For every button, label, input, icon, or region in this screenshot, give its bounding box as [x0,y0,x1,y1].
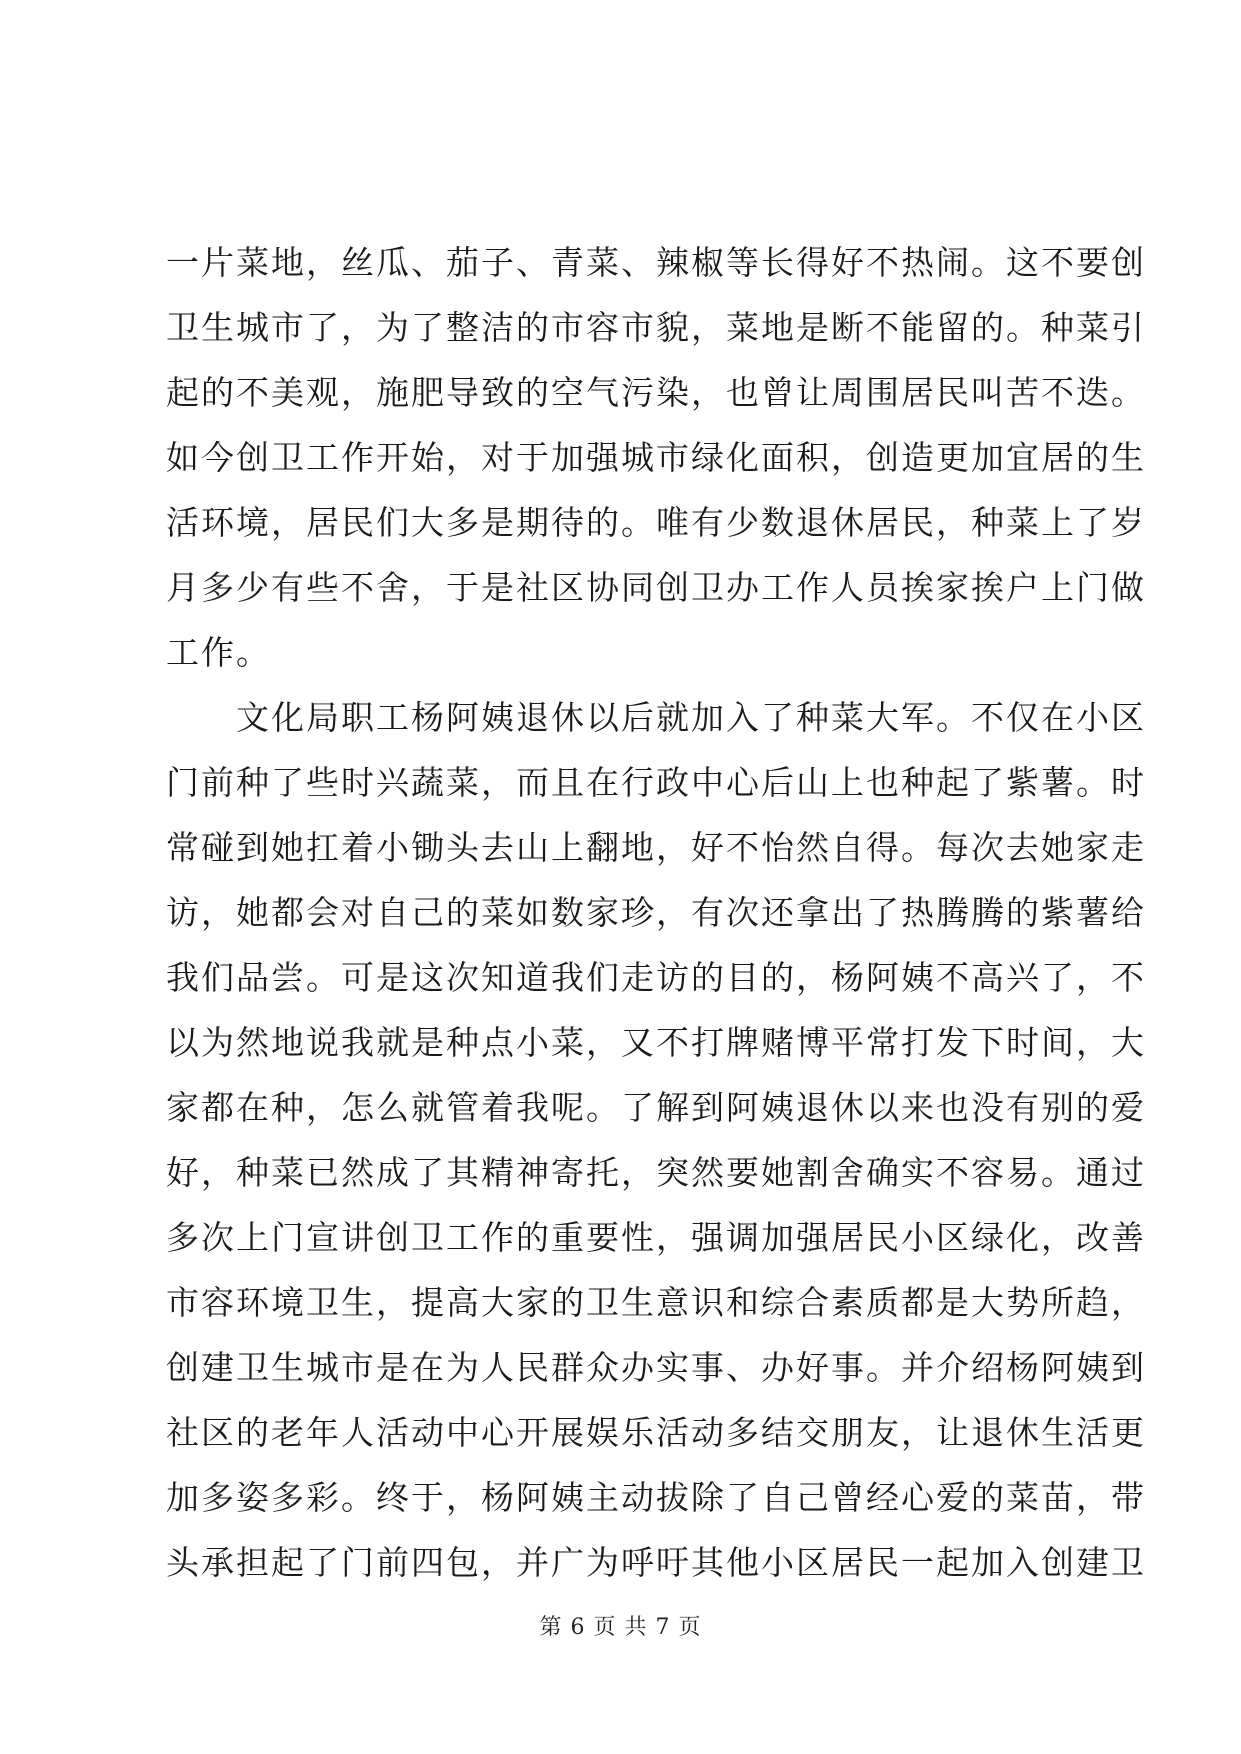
text-line: 卫生城市了，为了整洁的市容市貌，菜地是断不能留的。种菜引 [166,308,1146,347]
text-line: 常碰到她扛着小锄头去山上翻地，好不怡然自得。每次去她家走 [166,828,1146,867]
body-text [166,230,1146,1595]
text-line: 活环境，居民们大多是期待的。唯有少数退休居民，种菜上了岁 [166,503,1146,542]
text-line: 访，她都会对自己的菜如数家珍，有次还拿出了热腾腾的紫薯给 [166,893,1146,932]
text-line: 创建卫生城市是在为人民群众办实事、办好事。并介绍杨阿姨到 [166,1348,1146,1387]
page-number-footer: 第 6 页 共 7 页 [539,1615,702,1640]
text-line: 门前种了些时兴蔬菜，而且在行政中心后山上也种起了紫薯。时 [166,763,1146,802]
text-line: 好，种菜已然成了其精神寄托，突然要她割舍确实不容易。通过 [166,1153,1146,1192]
text-line: 如今创卫工作开始，对于加强城市绿化面积，创造更加宜居的生 [166,438,1146,477]
text-line: 起的不美观，施肥导致的空气污染，也曾让周围居民叫苦不迭。 [166,373,1146,412]
text-line: 家都在种，怎么就管着我呢。了解到阿姨退休以来也没有别的爱 [166,1088,1146,1127]
paragraph-first-line: 文化局职工杨阿姨退休以后就加入了种菜大军。不仅在小区 [236,698,1146,737]
text-line: 月多少有些不舍，于是社区协同创卫办工作人员挨家挨户上门做 [166,568,1146,607]
text-line: 多次上门宣讲创卫工作的重要性，强调加强居民小区绿化，改善 [166,1218,1146,1257]
text-line: 我们品尝。可是这次知道我们走访的目的，杨阿姨不高兴了，不 [166,958,1146,997]
text-line: 市容环境卫生，提高大家的卫生意识和综合素质都是大势所趋， [166,1283,1146,1322]
text-line: 头承担起了门前四包，并广为呼吁其他小区居民一起加入创建卫 [166,1543,1146,1582]
text-line: 社区的老年人活动中心开展娱乐活动多结交朋友，让退休生活更 [166,1413,1146,1452]
text-line: 工作。 [166,633,271,672]
text-line: 以为然地说我就是种点小菜，又不打牌赌博平常打发下时间，大 [166,1023,1146,1062]
text-line: 加多姿多彩。终于，杨阿姨主动拔除了自己曾经心爱的菜苗，带 [166,1478,1146,1517]
text-line: 一片菜地，丝瓜、茄子、青菜、辣椒等长得好不热闹。这不要创 [166,243,1146,282]
